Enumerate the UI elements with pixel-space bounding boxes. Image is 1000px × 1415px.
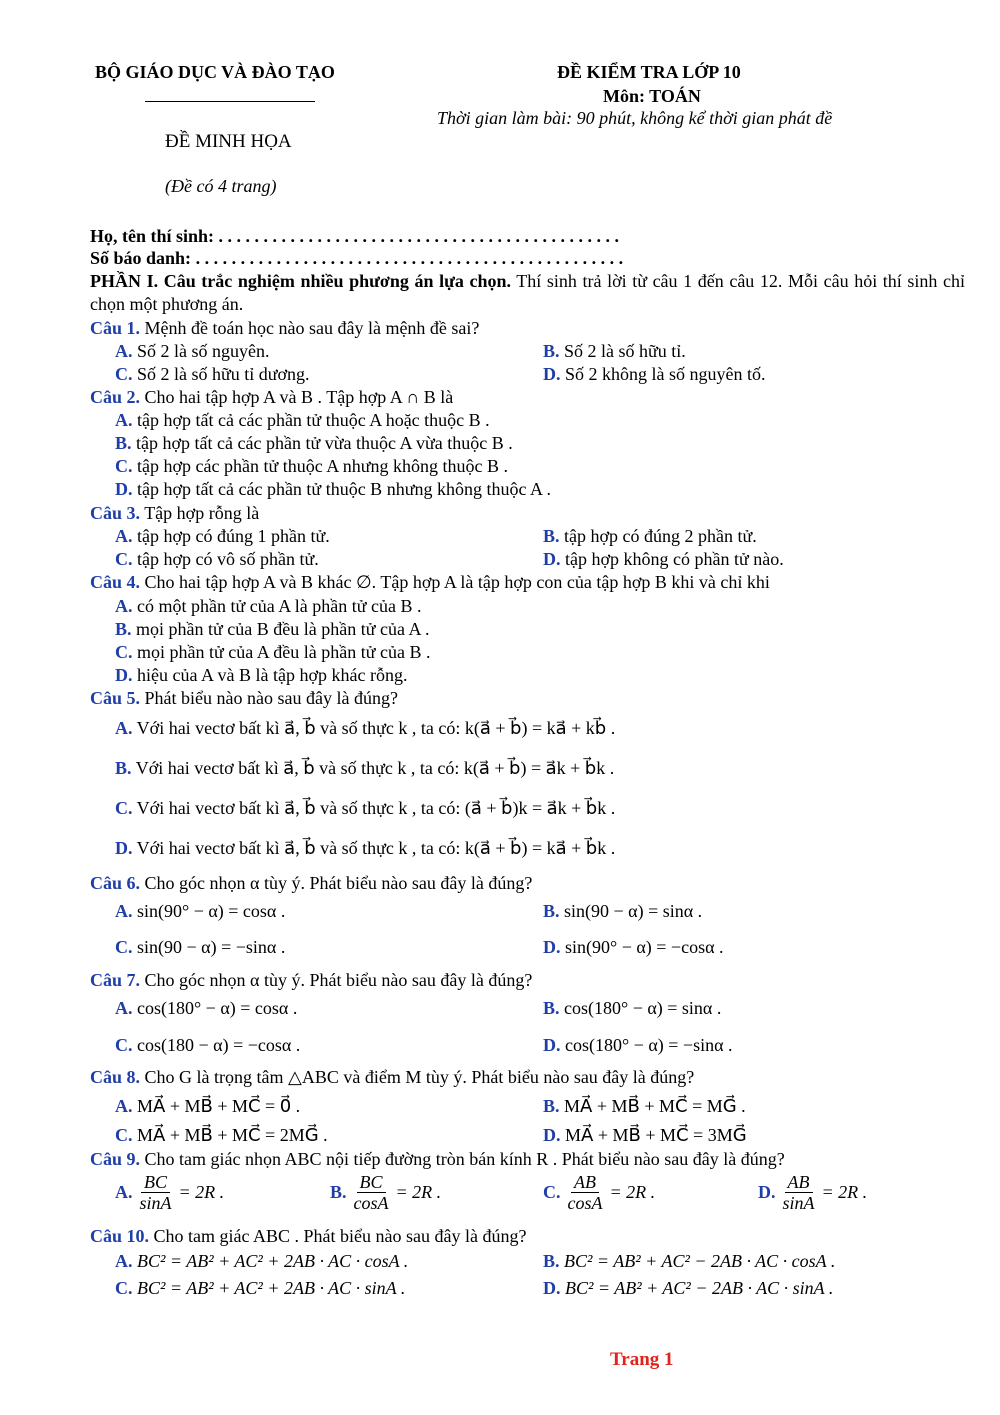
q6-option-d[interactable]: D. sin(90° − α) = −cosα .	[543, 937, 724, 957]
q8-option-c[interactable]: C. MA⃗ + MB⃗ + MC⃗ = 2MG⃗ .	[115, 1125, 328, 1145]
question-label: Câu 8.	[90, 1067, 141, 1087]
q3-option-c[interactable]: C. tập hợp có vô số phần tử.	[115, 549, 319, 569]
q5-option-d[interactable]: D. Với hai vectơ bất kì a⃗, b⃗ và số thực k , ta có: k(a⃗ + b⃗) = ka⃗ + b⃗k .	[115, 838, 616, 858]
fraction: $\frac{BC}{\sin A}$	[139, 1172, 172, 1213]
pages-note: (Đề có 4 trang)	[165, 176, 277, 196]
q3-option-d[interactable]: D. tập hợp không có phần tử nào.	[543, 549, 784, 569]
student-id-label: Số báo danh:	[90, 248, 192, 268]
q4-option-c[interactable]: C. mọi phần tử của A đều là phần tử của B .	[115, 642, 431, 662]
q4-option-d[interactable]: D. hiệu của A và B là tập hợp khác rỗng.	[115, 665, 408, 685]
q5-option-b[interactable]: B. Với hai vectơ bất kì a⃗, b⃗ và số thực k , ta có: k(a⃗ + b⃗) = a⃗k + b⃗k .	[115, 758, 615, 778]
question-label: Câu 6.	[90, 873, 141, 893]
q2-option-a[interactable]: A. tập hợp tất cả các phần tử thuộc A hoặc thuộc B .	[115, 410, 490, 430]
subject: Môn: TOÁN	[603, 86, 701, 106]
part1-title: PHẦN I. Câu trắc nghiệm nhiều phương án lựa chọn.	[90, 271, 512, 291]
question-8	[90, 1066, 694, 1089]
ministry-name: BỘ GIÁO DỤC VÀ ĐÀO TẠO	[95, 62, 335, 82]
q2-option-c[interactable]: C. tập hợp các phần tử thuộc A nhưng không thuộc B .	[115, 456, 508, 476]
q1-option-a[interactable]: A. Số 2 là số nguyên.	[115, 341, 270, 361]
page-number: Trang 1	[610, 1349, 674, 1370]
question-label: Câu 7.	[90, 970, 141, 990]
q9-option-d[interactable]: D. $\frac{AB}{\sin A}$ = 2R .	[758, 1172, 868, 1213]
student-id-row	[90, 248, 623, 269]
q8-option-a[interactable]: A. MA⃗ + MB⃗ + MC⃗ = 0⃗ .	[115, 1096, 301, 1116]
question-10	[90, 1225, 526, 1248]
question-text: Tập hợp rỗng là	[140, 503, 260, 523]
q7-option-b[interactable]: B. cos(180° − α) = sinα .	[543, 998, 722, 1018]
question-label: Câu 9.	[90, 1149, 141, 1169]
q10-option-c[interactable]: C. BC² = AB² + AC² + 2AB · AC · sinA .	[115, 1278, 406, 1298]
q7-option-a[interactable]: A. cos(180° − α) = cosα .	[115, 998, 298, 1018]
q9-option-a[interactable]: A. $\frac{BC}{\sin A}$ = 2R .	[115, 1172, 225, 1213]
q4-option-a[interactable]: A. có một phần tử của A là phần tử của B .	[115, 596, 422, 616]
q8-option-d[interactable]: D. MA⃗ + MB⃗ + MC⃗ = 3MG⃗	[543, 1125, 747, 1145]
fraction: $\frac{AB}{\cos A}$	[567, 1172, 603, 1213]
question-label: Câu 1.	[90, 318, 141, 338]
question-text: Phát biểu nào nào sau đây là đúng?	[140, 688, 398, 708]
fraction: $\frac{BC}{\cos A}$	[353, 1172, 389, 1213]
q2-option-b[interactable]: B. tập hợp tất cả các phần tử vừa thuộc A vừa thuộc B .	[115, 433, 513, 453]
exam-title: ĐỀ KIỂM TRA LỚP 10	[557, 62, 741, 82]
header-divider	[145, 101, 315, 102]
part1-heading	[90, 270, 965, 316]
q1-option-c[interactable]: C. Số 2 là số hữu tỉ dương.	[115, 364, 310, 384]
q6-option-c[interactable]: C. sin(90 − α) = −sinα .	[115, 937, 286, 957]
question-6	[90, 872, 532, 895]
question-label: Câu 10.	[90, 1226, 150, 1246]
question-2	[90, 386, 453, 409]
question-9	[90, 1148, 785, 1171]
doc-type: ĐỀ MINH HỌA	[165, 131, 292, 152]
q1-option-b[interactable]: B. Số 2 là số hữu tỉ.	[543, 341, 686, 361]
q5-option-a[interactable]: A. Với hai vectơ bất kì a⃗, b⃗ và số thực k , ta có: k(a⃗ + b⃗) = ka⃗ + kb⃗ .	[115, 718, 616, 738]
question-5	[90, 687, 398, 710]
time-note: Thời gian làm bài: 90 phút, không kể thời gian phát đề	[437, 108, 833, 128]
q1-option-d[interactable]: D. Số 2 không là số nguyên tố.	[543, 364, 766, 384]
question-text: Cho G là trọng tâm △ABC và điểm M tùy ý. Phát biểu nào sau đây là đúng?	[140, 1067, 695, 1087]
question-7	[90, 969, 532, 992]
student-name-dots: . . . . . . . . . . . . . . . . . . . . . . . . . . . . . . . . . . . . . . . . . . . . .	[218, 226, 620, 246]
student-name-row	[90, 226, 619, 247]
q7-option-c[interactable]: C. cos(180 − α) = −cosα .	[115, 1035, 301, 1055]
fraction: $\frac{AB}{\sin A}$	[782, 1172, 815, 1213]
question-label: Câu 4.	[90, 572, 141, 592]
question-label: Câu 5.	[90, 688, 141, 708]
question-text: Cho tam giác ABC . Phát biểu nào sau đây là đúng?	[149, 1226, 527, 1246]
question-label: Câu 2.	[90, 387, 141, 407]
question-text: Cho góc nhọn α tùy ý. Phát biểu nào sau đây là đúng?	[140, 873, 533, 893]
student-name-label: Họ, tên thí sinh:	[90, 226, 215, 246]
q10-option-d[interactable]: D. BC² = AB² + AC² − 2AB · AC · sinA .	[543, 1278, 834, 1298]
student-id-dots: . . . . . . . . . . . . . . . . . . . . . . . . . . . . . . . . . . . . . . . . . . . . . . . .	[195, 248, 624, 268]
question-label: Câu 3.	[90, 503, 141, 523]
question-text: Mệnh đề toán học nào sau đây là mệnh đề sai?	[140, 318, 480, 338]
q3-option-b[interactable]: B. tập hợp có đúng 2 phần tử.	[543, 526, 757, 546]
q8-option-b[interactable]: B. MA⃗ + MB⃗ + MC⃗ = MG⃗ .	[543, 1096, 746, 1116]
question-4	[90, 571, 770, 594]
q6-option-a[interactable]: A. sin(90° − α) = cosα .	[115, 901, 286, 921]
q2-option-d[interactable]: D. tập hợp tất cả các phần tử thuộc B nhưng không thuộc A .	[115, 479, 551, 499]
q5-option-c[interactable]: C. Với hai vectơ bất kì a⃗, b⃗ và số thực k , ta có: (a⃗ + b⃗)k = a⃗k + b⃗k .	[115, 798, 616, 818]
q3-option-a[interactable]: A. tập hợp có đúng 1 phần tử.	[115, 526, 330, 546]
question-text: Cho góc nhọn α tùy ý. Phát biểu nào sau đây là đúng?	[140, 970, 533, 990]
question-text: Cho tam giác nhọn ABC nội tiếp đường tròn bán kính R . Phát biểu nào sau đây là đúng?	[140, 1149, 785, 1169]
q7-option-d[interactable]: D. cos(180° − α) = −sinα .	[543, 1035, 733, 1055]
q4-option-b[interactable]: B. mọi phần tử của B đều là phần tử của A .	[115, 619, 430, 639]
q6-option-b[interactable]: B. sin(90 − α) = sinα .	[543, 901, 703, 921]
q10-option-a[interactable]: A. BC² = AB² + AC² + 2AB · AC · cosA .	[115, 1251, 409, 1271]
question-text: Cho hai tập hợp A và B khác ∅. Tập hợp A là tập hợp con của tập hợp B khi và chỉ khi	[140, 572, 770, 592]
question-text: Cho hai tập hợp A và B . Tập hợp A ∩ B là	[140, 387, 454, 407]
q9-option-c[interactable]: C. $\frac{AB}{\cos A}$ = 2R .	[543, 1172, 656, 1213]
q9-option-b[interactable]: B. $\frac{BC}{\cos A}$ = 2R .	[330, 1172, 442, 1213]
question-3	[90, 502, 259, 525]
q10-option-b[interactable]: B. BC² = AB² + AC² − 2AB · AC · cosA .	[543, 1251, 836, 1271]
part1-instruction: Thí sinh trả lời từ câu 1 đến câu 12. Mỗi câu hỏi thí sinh chỉ chọn một phương án.	[90, 271, 965, 314]
question-1	[90, 317, 479, 340]
